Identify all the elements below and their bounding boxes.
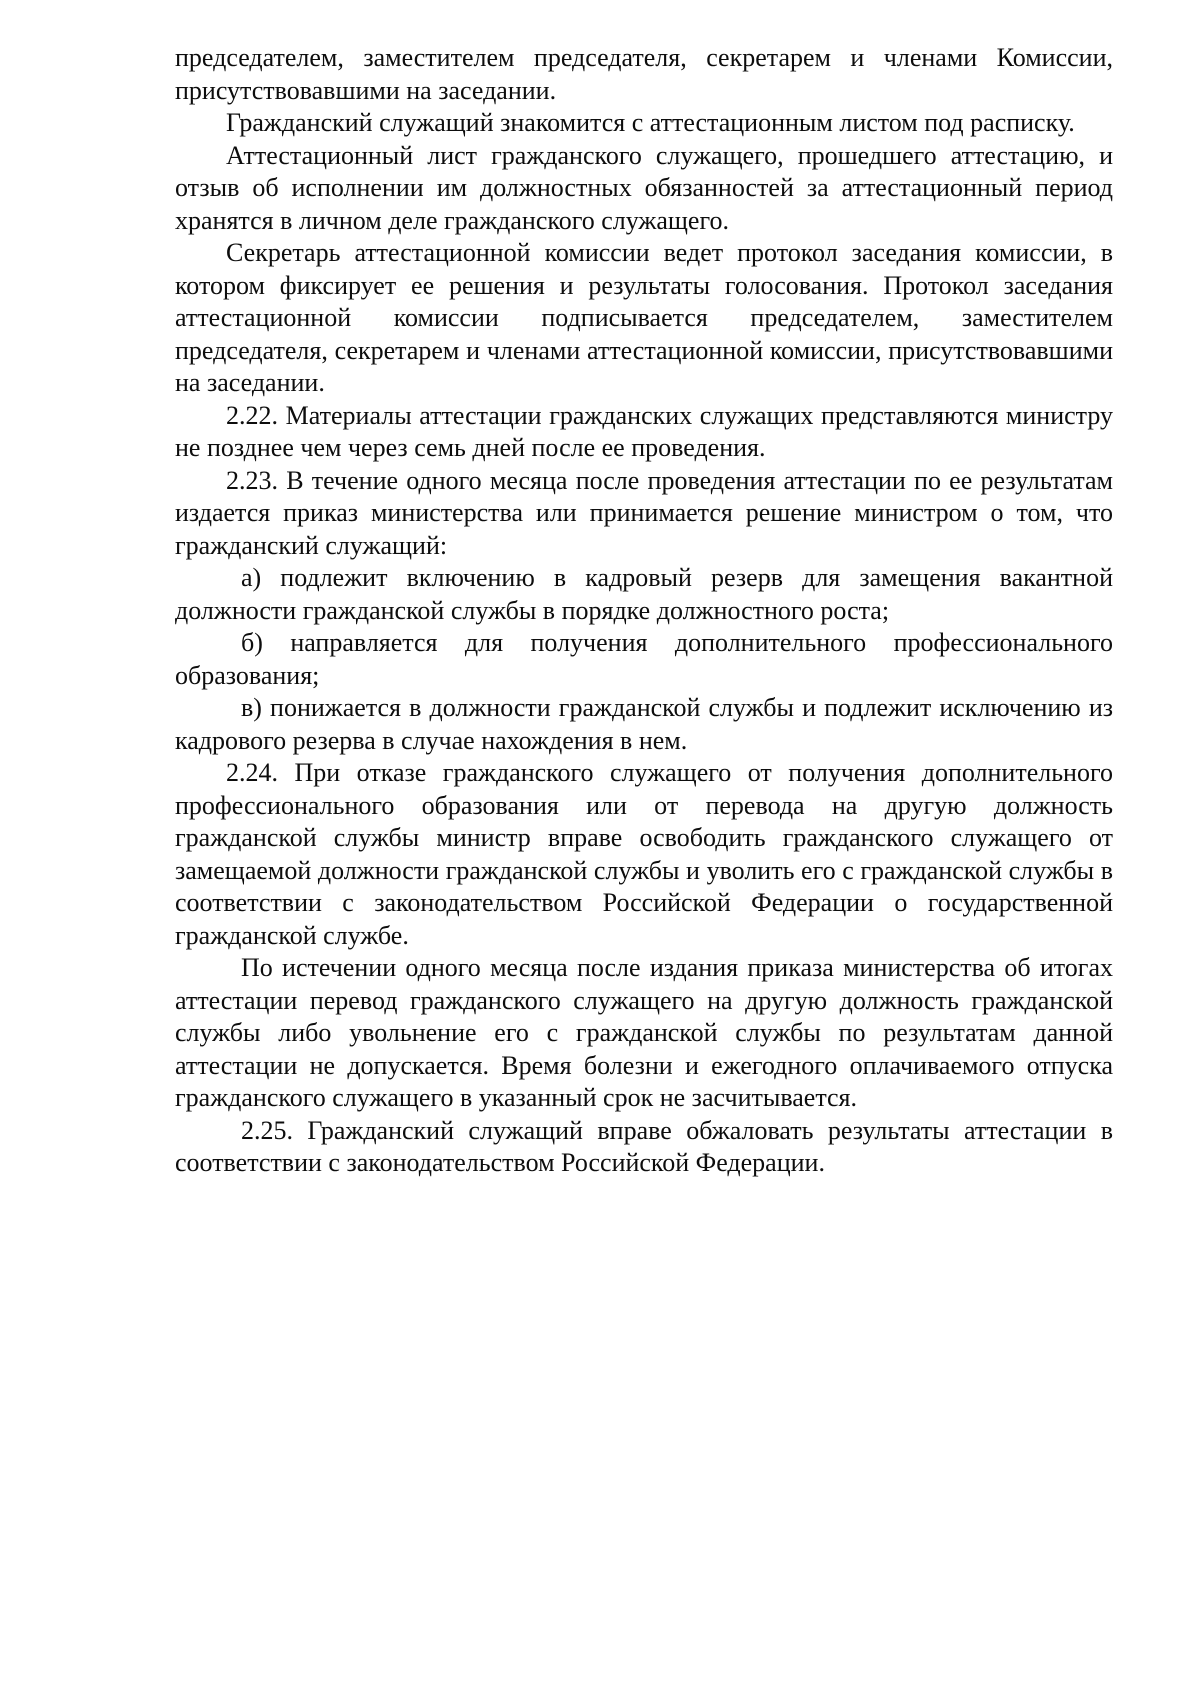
paragraph-attestation-sheet-storage: Аттестационный лист гражданского служащего, прошедшего аттестацию, и отзыв об исполнении им должностных обязанностей за аттестационный период хранятся в личном деле гражданского служащего.	[175, 140, 1113, 235]
paragraph-after-one-month: По истечении одного месяца после издания приказа министерства об итогах аттестации перевод гражданского служащего на другую должность гражданской службы либо увольнение его с гражданской службы по результатам данной аттестации не допускается. Время болезни и ежегодного оплачиваемого отпуска гражданского служащего в указанный срок не засчитывается.	[175, 953, 1113, 1112]
list-item-v: в) понижается в должности гражданской службы и подлежит исключению из кадрового резерва в случае нахождения в нем.	[175, 693, 1113, 755]
paragraph-secretary-protocol: Секретарь аттестационной комиссии ведет протокол заседания комиссии, в котором фиксирует ее решения и результаты голосования. Протокол заседания аттестационной комиссии подписывается председателем, заместителем председателя, секретарем и членами аттестационной комиссии, присутствовавшими на заседании.	[175, 238, 1113, 397]
paragraph-commission-signatures: председателем, заместителем председателя, секретарем и членами Комиссии, присутствовавшими на заседании.	[175, 43, 1113, 105]
list-item-a: а) подлежит включению в кадровый резерв для замещения вакантной должности гражданской службы в порядке должностного роста;	[175, 563, 1113, 625]
document-body	[175, 42, 1113, 1180]
paragraph-2-25: 2.25. Гражданский служащий вправе обжаловать результаты аттестации в соответствии с законодательством Российской Федерации.	[175, 1115, 1113, 1177]
paragraph-2-24: 2.24. При отказе гражданского служащего от получения дополнительного профессионального образования или от перевода на другую должность гражданской службы министр вправе освободить гражданского служащего от замещаемой должности гражданской службы и уволить его с гражданской службы в соответствии с законодательством Российской Федерации о государственной гражданской службе.	[175, 758, 1113, 950]
paragraph-2-22: 2.22. Материалы аттестации гражданских служащих представляются министру не позднее чем через семь дней после ее проведения.	[175, 400, 1113, 462]
list-item-b: б) направляется для получения дополнительного профессионального образования;	[175, 628, 1113, 690]
paragraph-2-23: 2.23. В течение одного месяца после проведения аттестации по ее результатам издается приказ министерства или принимается решение министром о том, что гражданский служащий:	[175, 465, 1113, 560]
paragraph-acknowledgement: Гражданский служащий знакомится с аттестационным листом под расписку.	[226, 108, 1075, 137]
